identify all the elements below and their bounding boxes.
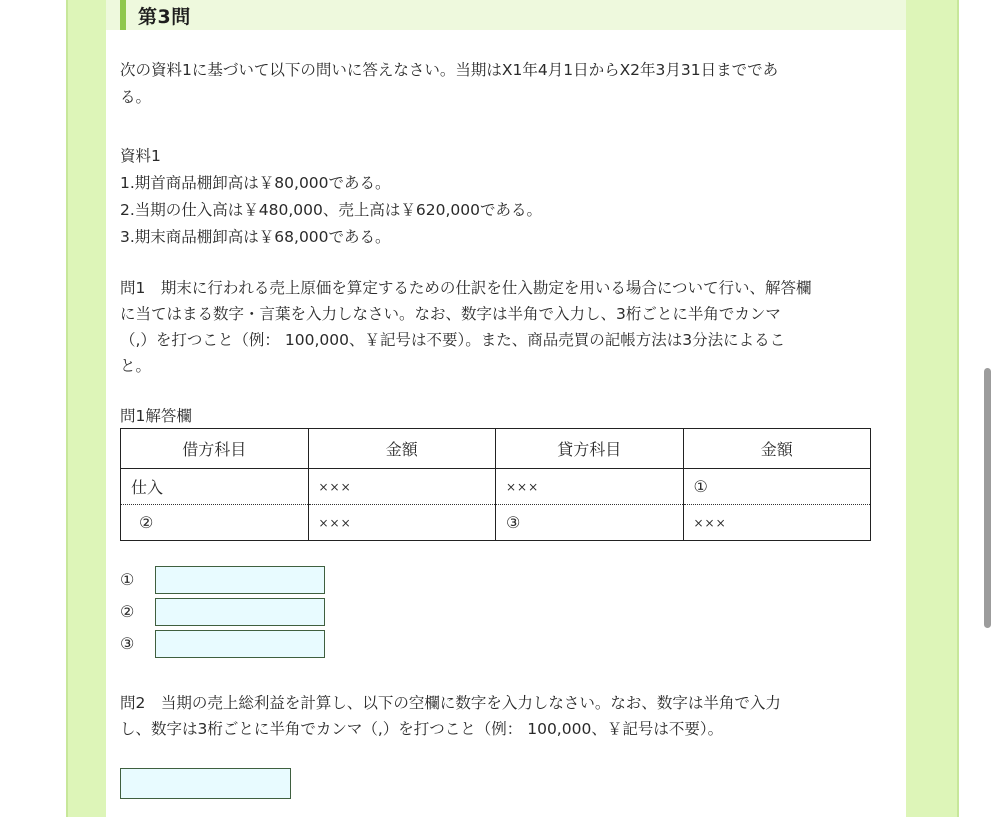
cell-credit-amount: ××× bbox=[683, 505, 871, 541]
header-debit-amount: 金額 bbox=[308, 429, 496, 469]
header-credit-amount: 金額 bbox=[683, 429, 871, 469]
cell-credit-account: ××× bbox=[496, 469, 684, 505]
q1-text-line-2: に当てはまる数字・言葉を入力しなさい。なお、数字は半角で入力し、3桁ごとに半角でカンマ bbox=[120, 305, 781, 323]
question-title: 第3問 bbox=[138, 6, 191, 28]
q1-text-line-3: （,）を打つこと（例： 100,000、￥記号は不要）。また、商品売買の記帳方法は3分法によるこ bbox=[120, 331, 786, 349]
answer-label-1: ① bbox=[120, 570, 135, 589]
heading-accent-bar bbox=[120, 0, 126, 30]
material-item-3: 3.期末商品棚卸高は￥68,000である。 bbox=[120, 228, 391, 246]
answer-label-3: ③ bbox=[120, 634, 135, 653]
header-debit-account: 借方科目 bbox=[121, 429, 309, 469]
intro-text-line-1: 次の資料1に基づいて以下の問いに答えなさい。当期はX1年4月1日からX2年3月31日までであ bbox=[120, 61, 779, 79]
q2-text-line-1: 問2 当期の売上総利益を計算し、以下の空欄に数字を入力しなさい。なお、数字は半角で入力 bbox=[120, 694, 781, 712]
gross-profit-input[interactable] bbox=[120, 768, 291, 799]
material-item-1: 1.期首商品棚卸高は￥80,000である。 bbox=[120, 174, 391, 192]
answer-input-2[interactable] bbox=[155, 598, 325, 626]
cell-debit-account: 仕入 bbox=[121, 469, 309, 505]
scrollbar-thumb[interactable] bbox=[984, 368, 991, 628]
q1-text-line-4: と。 bbox=[120, 357, 152, 375]
table-row bbox=[121, 469, 871, 505]
cell-credit-account: ③ bbox=[496, 505, 684, 541]
cell-credit-amount: ① bbox=[683, 469, 871, 505]
table-header-row bbox=[121, 429, 871, 469]
table-row bbox=[121, 505, 871, 541]
cell-debit-amount: ××× bbox=[308, 469, 496, 505]
answer-label-2: ② bbox=[120, 602, 135, 621]
q1-answer-table-label: 問1解答欄 bbox=[120, 407, 192, 425]
q1-text-line-1: 問1 期末に行われる売上原価を算定するための仕訳を仕入勘定を用いる場合について行い、解答欄 bbox=[120, 279, 812, 297]
cell-debit-account: ② bbox=[121, 505, 309, 541]
cell-debit-amount: ××× bbox=[308, 505, 496, 541]
journal-entry-table bbox=[120, 428, 871, 541]
answer-input-1[interactable] bbox=[155, 566, 325, 594]
q2-text-line-2: し、数字は3桁ごとに半角でカンマ（,）を打つこと（例： 100,000、￥記号は不要）。 bbox=[120, 720, 724, 738]
question-heading bbox=[106, 0, 906, 30]
intro-text-line-2: る。 bbox=[120, 88, 152, 106]
answer-input-3[interactable] bbox=[155, 630, 325, 658]
header-credit-account: 貸方科目 bbox=[496, 429, 684, 469]
material-heading: 資料1 bbox=[120, 147, 161, 165]
material-item-2: 2.当期の仕入高は￥480,000、売上高は￥620,000である。 bbox=[120, 201, 542, 219]
